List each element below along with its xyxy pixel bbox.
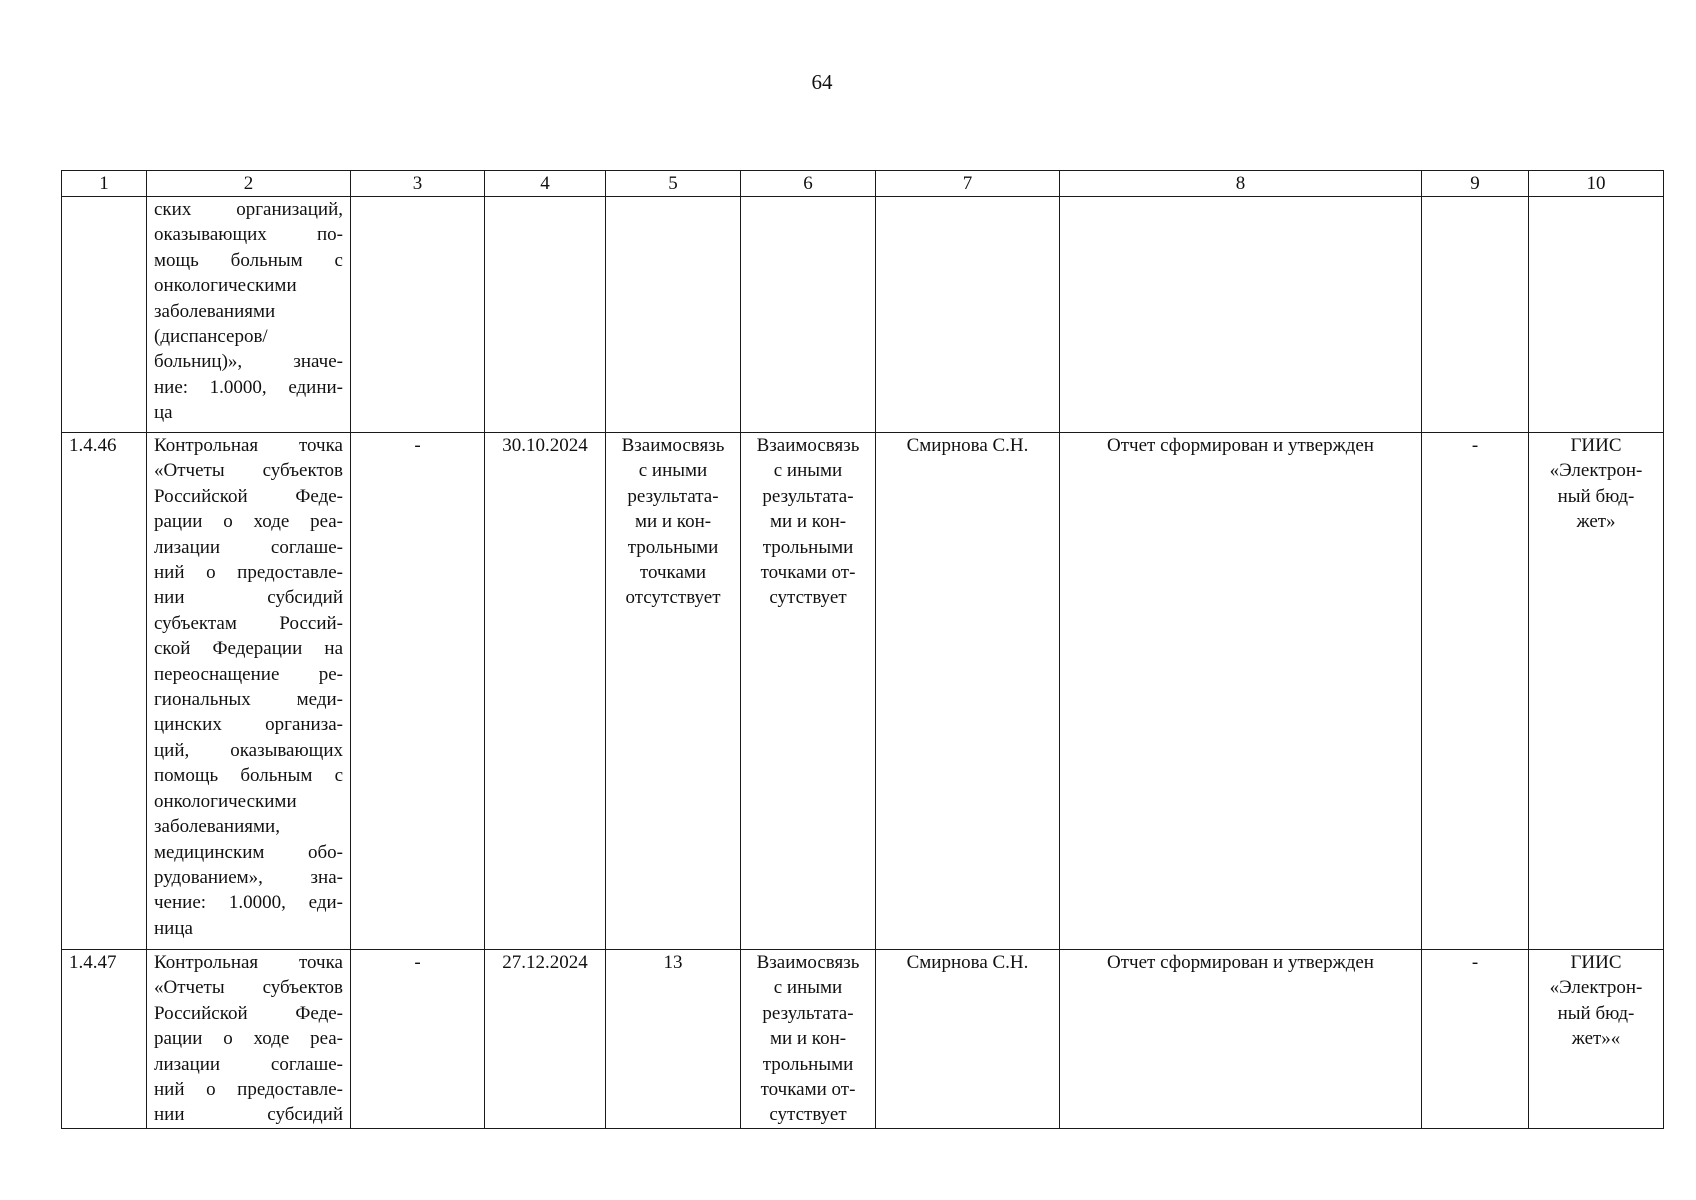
cell-document: Отчет сформирован и утвержден: [1060, 433, 1422, 950]
cell-col5: 13: [606, 950, 741, 1129]
header-cell: 1: [62, 171, 147, 197]
cell-col6: [741, 197, 876, 433]
cell-description: Контрольная точка «Отчеты субъектов Российской Феде- рации о ходе реа- лизации соглаше- ний о предоставле- нии субсидий: [147, 950, 351, 1129]
header-cell: 10: [1529, 171, 1664, 197]
header-cell: 6: [741, 171, 876, 197]
cell-col10: [1529, 197, 1664, 433]
cell-document: Отчет сформирован и утвержден: [1060, 950, 1422, 1129]
header-cell: 5: [606, 171, 741, 197]
plan-table: [61, 170, 1664, 1129]
cell-number: [62, 197, 147, 433]
header-cell: 2: [147, 171, 351, 197]
cell-col6: Взаимосвязь с иными результата- ми и кон- трольными точками от- сутствует: [741, 433, 876, 950]
cell-responsible: Смирнова С.Н.: [876, 950, 1060, 1129]
table-row-continued: [62, 197, 1664, 433]
page-number: 64: [811, 70, 833, 94]
cell-responsible: Смирнова С.Н.: [876, 433, 1060, 950]
cell-col3: -: [351, 433, 485, 950]
cell-document: [1060, 197, 1422, 433]
cell-description: Контрольная точка «Отчеты субъектов Российской Феде- рации о ходе реа- лизации соглаше- ний о предоставле- нии субсидий субъектам Россий- ской Федерации на переоснащение ре- гиональных меди- цинских организа- ций, оказывающих помощь больным с онкологическими заболеваниями, медицинским обо- рудованием», зна- чение: 1.0000, еди- ница: [147, 433, 351, 950]
cell-responsible: [876, 197, 1060, 433]
cell-col9: -: [1422, 433, 1529, 950]
cell-col5: [606, 197, 741, 433]
header-cell: 8: [1060, 171, 1422, 197]
header-cell: 4: [485, 171, 606, 197]
cell-date: 30.10.2024: [485, 433, 606, 950]
header-cell: 9: [1422, 171, 1529, 197]
table-row-1-4-46: [62, 433, 1664, 950]
cell-col9: [1422, 197, 1529, 433]
table-header-row: [62, 171, 1664, 197]
cell-col6: Взаимосвязь с иными результата- ми и кон- трольными точками от- сутствует: [741, 950, 876, 1129]
cell-col3: [351, 197, 485, 433]
cell-date: [485, 197, 606, 433]
cell-col10: ГИИС «Электрон- ный бюд- жет»«: [1529, 950, 1664, 1129]
cell-date: 27.12.2024: [485, 950, 606, 1129]
cell-col5: Взаимосвязь с иными результата- ми и кон- трольными точками отсутствует: [606, 433, 741, 950]
cell-description: ских организаций, оказывающих по- мощь больным с онкологическими заболеваниями (диспансеров/ больниц)», значе- ние: 1.0000, едини- ца: [147, 197, 351, 433]
header-cell: 3: [351, 171, 485, 197]
header-cell: 7: [876, 171, 1060, 197]
cell-number: 1.4.46: [62, 433, 147, 950]
cell-number: 1.4.47: [62, 950, 147, 1129]
table-row-1-4-47: [62, 950, 1664, 1129]
cell-col9: -: [1422, 950, 1529, 1129]
cell-col3: -: [351, 950, 485, 1129]
cell-col10: ГИИС «Электрон- ный бюд- жет»: [1529, 433, 1664, 950]
